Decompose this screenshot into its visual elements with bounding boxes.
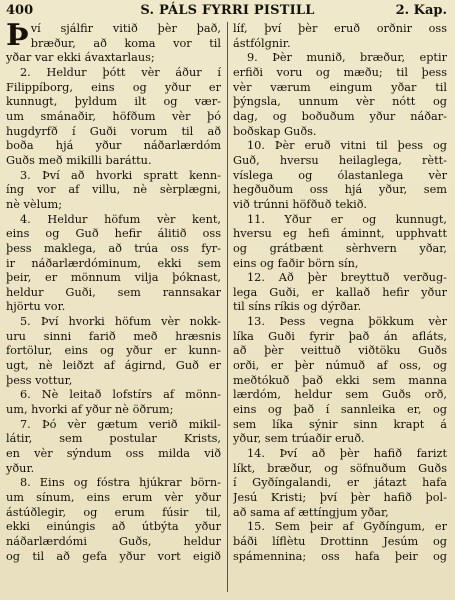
text-line: uru sinni farið með hræsnis xyxy=(6,329,221,343)
left-column xyxy=(6,22,221,594)
text-line: náðarlærdómi Guðs, heldur xyxy=(6,534,221,548)
text-line: líf, því þèr eruð orðnir oss xyxy=(233,22,447,35)
chapter-label: 2. Kap. xyxy=(395,3,447,18)
text-line: um smánaðir, höfðum vèr þó xyxy=(6,109,221,123)
running-header xyxy=(0,3,455,21)
text-line: og grátbænt sèrhvern yðar, xyxy=(233,241,447,255)
text-line: en vèr sýndum oss milda við xyxy=(6,447,221,461)
text-line: ví sjálfir vitið þèr það, xyxy=(30,22,221,35)
text-line: íng vor af villu, nè sèrplægni, xyxy=(6,183,221,197)
text-line: yðar var ekki ávaxtarlaus; xyxy=(6,51,155,65)
text-line: um sínum, eins erum vèr yður xyxy=(6,491,221,504)
text-line: 5. Því hvorki höfum vèr nokk- xyxy=(20,315,221,329)
text-line: báði líflètu Drottinn Jesúm og xyxy=(233,534,447,548)
text-line: 12. Að þèr breyttuð verðug- xyxy=(247,271,447,285)
text-line: 4. Heldur höfum vèr kent, xyxy=(20,212,221,226)
text-line: 7. Þó vèr gætum verið mikil- xyxy=(20,417,221,431)
text-line: boða hjá yður náðarlærdóm xyxy=(6,139,221,153)
text-line: bræður, að koma vor til xyxy=(30,36,221,50)
text-line: erfiði voru og mæðu; til þess xyxy=(233,65,447,79)
text-line: lærdóm, heldur sem Guðs orð, xyxy=(233,388,447,402)
text-line: hjörtu vor. xyxy=(6,300,66,314)
text-line: 3. Því að hvorki spratt kenn- xyxy=(20,168,221,182)
text-line: dag, og boðuðum yður náðar- xyxy=(233,109,447,123)
text-line: 2. Heldur þótt vèr áður í xyxy=(20,65,221,79)
text-line: þess maklega, að trúa oss fyr- xyxy=(6,241,221,255)
text-line: við trúnni höfðuð tekið. xyxy=(233,197,367,211)
drop-cap: Þ xyxy=(6,22,29,53)
running-title: S. PÁLS FYRRI PISTILL xyxy=(140,3,315,18)
text-line: um, hvorki af yður nè öðrum; xyxy=(6,403,174,417)
text-line: þýngsla, unnum vèr nótt og xyxy=(233,95,447,109)
text-line: ekki einúngis að útbýta yður xyxy=(6,520,221,534)
text-line: lega Guði, er kallað hefir yður xyxy=(233,285,447,299)
text-line: 14. Því að þèr hafið farizt xyxy=(247,447,447,461)
text-line: 11. Yður er og kunnugt, xyxy=(247,212,447,226)
text-line: Guð, hversu heilaglega, rètt- xyxy=(233,153,447,167)
text-line: ástfólgnir. xyxy=(233,36,291,50)
text-line: heldur Guði, sem rannsakar xyxy=(6,285,221,299)
text-line: látir, sem postular Krists, xyxy=(6,432,221,446)
text-line: þeir, er mönnum vilja þóknast, xyxy=(6,271,221,285)
text-line: víslega og ólastanlega vèr xyxy=(233,168,447,182)
text-line: Guðs með mikilli baráttu. xyxy=(6,153,152,167)
text-line: Jesú Kristi; því þèr hafið þol- xyxy=(233,491,447,504)
text-line: orði, er þèr númuð af oss, og xyxy=(233,359,447,373)
text-line: 15. Sem þeir af Gyðíngum, er xyxy=(247,520,447,534)
text-line: fortölur, eins og yður er kunn- xyxy=(6,344,221,358)
text-line: eins og faðir börn sín, xyxy=(233,256,359,270)
text-line: ir náðarlærdóminum, ekki sem xyxy=(6,256,221,270)
text-line: að þèr veittuð viðtöku Guðs xyxy=(233,344,447,358)
text-line: vèr værum eingum yðar til xyxy=(233,80,447,94)
text-line: í Gyðíngalandi, er játazt hafa xyxy=(233,476,447,490)
text-line: ástúðlegir, og erum fúsir til, xyxy=(6,505,221,519)
text-line: hugdyrfð í Guði vorum til að xyxy=(6,124,221,138)
text-line: sem líka sýnir sinn krapt á xyxy=(233,417,447,431)
text-line: meðtókuð það ekki sem manna xyxy=(233,373,447,387)
text-line: kunnugt, þyldum ilt og vær- xyxy=(6,95,221,109)
text-line: eins og það í sannleika er, og xyxy=(233,403,447,417)
text-line: hversu eg hefi áminnt, upphvatt xyxy=(233,227,447,241)
text-line: 6. Nè leitað lofstírs af mönn- xyxy=(20,388,221,402)
page-number: 400 xyxy=(6,3,34,18)
text-line: 8. Eins og fóstra hjúkrar börn- xyxy=(20,476,221,490)
text-line: líkt, bræður, og söfnuðum Guðs xyxy=(233,461,447,475)
text-line: 10. Þèr eruð vitni til þess og xyxy=(247,139,447,153)
text-line: boðskap Guðs. xyxy=(233,124,317,138)
text-line: nè vèlum; xyxy=(6,197,63,211)
text-line: til síns ríkis og dýrðar. xyxy=(233,300,362,314)
text-line: 13. Þess vegna þökkum vèr xyxy=(247,315,447,329)
text-line: 9. Þèr munið, bræður, eptir xyxy=(247,51,447,65)
text-line: ugt, nè leiðzt af ágirnd, Guð er xyxy=(6,359,221,373)
text-line: yður, sem trúaðir eruð. xyxy=(233,432,365,446)
column-divider xyxy=(227,22,228,592)
right-column xyxy=(233,22,447,594)
text-line: eins og Guð hefir álitið oss xyxy=(6,227,221,241)
text-line: og til að gefa yður vort eigið xyxy=(6,549,221,563)
text-line: yður. xyxy=(6,461,35,475)
text-line: Filippíborg, eins og yður er xyxy=(6,80,221,94)
text-line: líka Guði fyrir það án afláts, xyxy=(233,329,447,343)
text-line: hegðuðum oss hjá yður, sem xyxy=(233,183,447,197)
text-line: þess vottur, xyxy=(6,373,73,387)
text-line: að sama af ættíngjum yðar, xyxy=(233,505,389,519)
text-line: spámennina; oss hafa þeir og xyxy=(233,549,447,563)
